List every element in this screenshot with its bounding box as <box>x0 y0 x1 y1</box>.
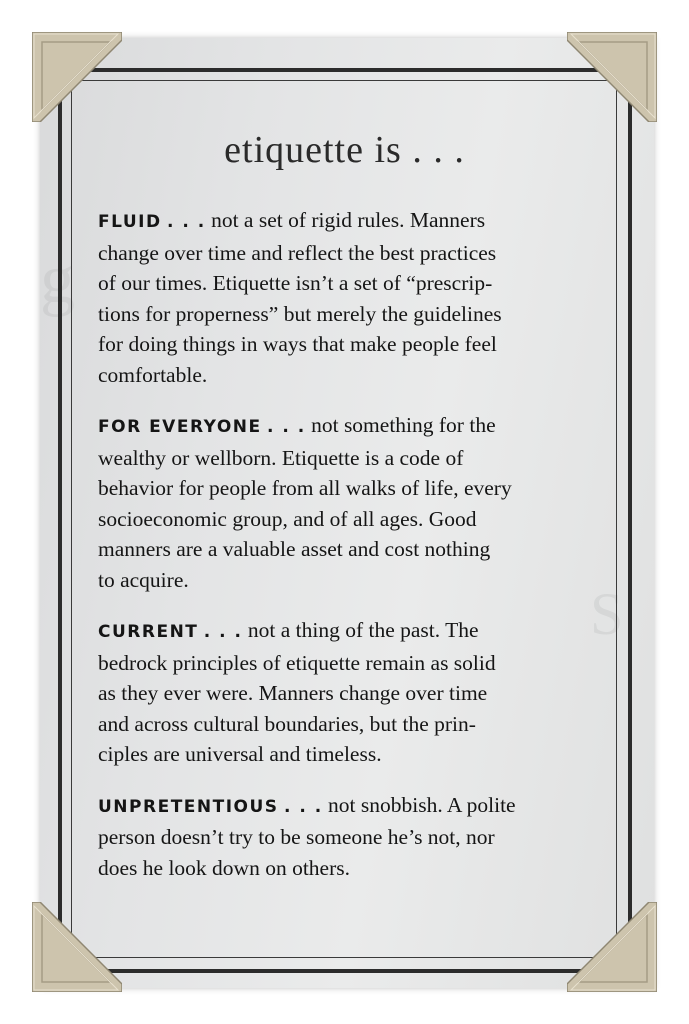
definition-line: ciples are universal and timeless. <box>98 742 382 766</box>
photo-corner-top-left-icon <box>32 32 122 122</box>
page-title: etiquette is . . . <box>224 129 465 171</box>
definition-term: UNPRETENTIOUS <box>98 796 279 817</box>
definition-term: FOR EVERYONE <box>98 417 262 437</box>
definition-line: as they ever were. Manners change over time <box>98 681 488 705</box>
definition-line: not snobbish. A polite <box>328 792 516 817</box>
term-ellipsis: . . . <box>283 796 323 817</box>
photo-corner-bottom-right-icon <box>567 902 657 992</box>
definition-line: not something for the <box>311 413 496 437</box>
definition-term: CURRENT <box>98 622 199 642</box>
photo-corner-top-right-icon <box>567 32 657 122</box>
definition-line: not a set of rigid rules. Manners <box>211 208 486 232</box>
definition-unpretentious <box>98 790 598 884</box>
definition-term: FLUID <box>98 212 162 232</box>
definition-line: of our times. Etiquette isn’t a set of “prescrip- <box>98 271 493 295</box>
definition-current <box>98 615 598 770</box>
term-ellipsis: . . . <box>203 622 243 642</box>
definition-line: person doesn’t try to be someone he’s not, nor <box>98 825 495 849</box>
definition-line: for doing things in ways that make people feel <box>98 332 497 356</box>
definition-fluid <box>98 205 598 390</box>
bleed-through-mark: S <box>590 581 624 647</box>
definition-line: behavior for people from all walks of life, every <box>98 476 512 500</box>
definition-line: to acquire. <box>98 567 189 592</box>
definition-line: socioeconomic group, and of all ages. Good <box>98 506 477 531</box>
term-ellipsis: . . . <box>166 212 206 232</box>
term-ellipsis: . . . <box>267 417 306 437</box>
definition-line: tions for properness” but merely the guidelines <box>98 301 502 326</box>
definition-line: not a thing of the past. The <box>247 618 479 642</box>
definition-for-everyone <box>98 410 598 595</box>
definition-line: bedrock principles of etiquette remain as solid <box>98 650 496 675</box>
definition-line: wealthy or wellborn. Etiquette is a code of <box>98 445 464 470</box>
definition-line: change over time and reflect the best practices <box>98 240 497 265</box>
definition-line: comfortable. <box>98 362 208 387</box>
definition-list <box>98 205 598 903</box>
bleed-through-mark: g <box>40 241 75 318</box>
definition-line: does he look down on others. <box>98 855 350 880</box>
definition-line: manners are a valuable asset and cost nothing <box>98 537 491 561</box>
definition-line: and across cultural boundaries, but the prin- <box>98 711 476 736</box>
photo-corner-bottom-left-icon <box>32 902 122 992</box>
